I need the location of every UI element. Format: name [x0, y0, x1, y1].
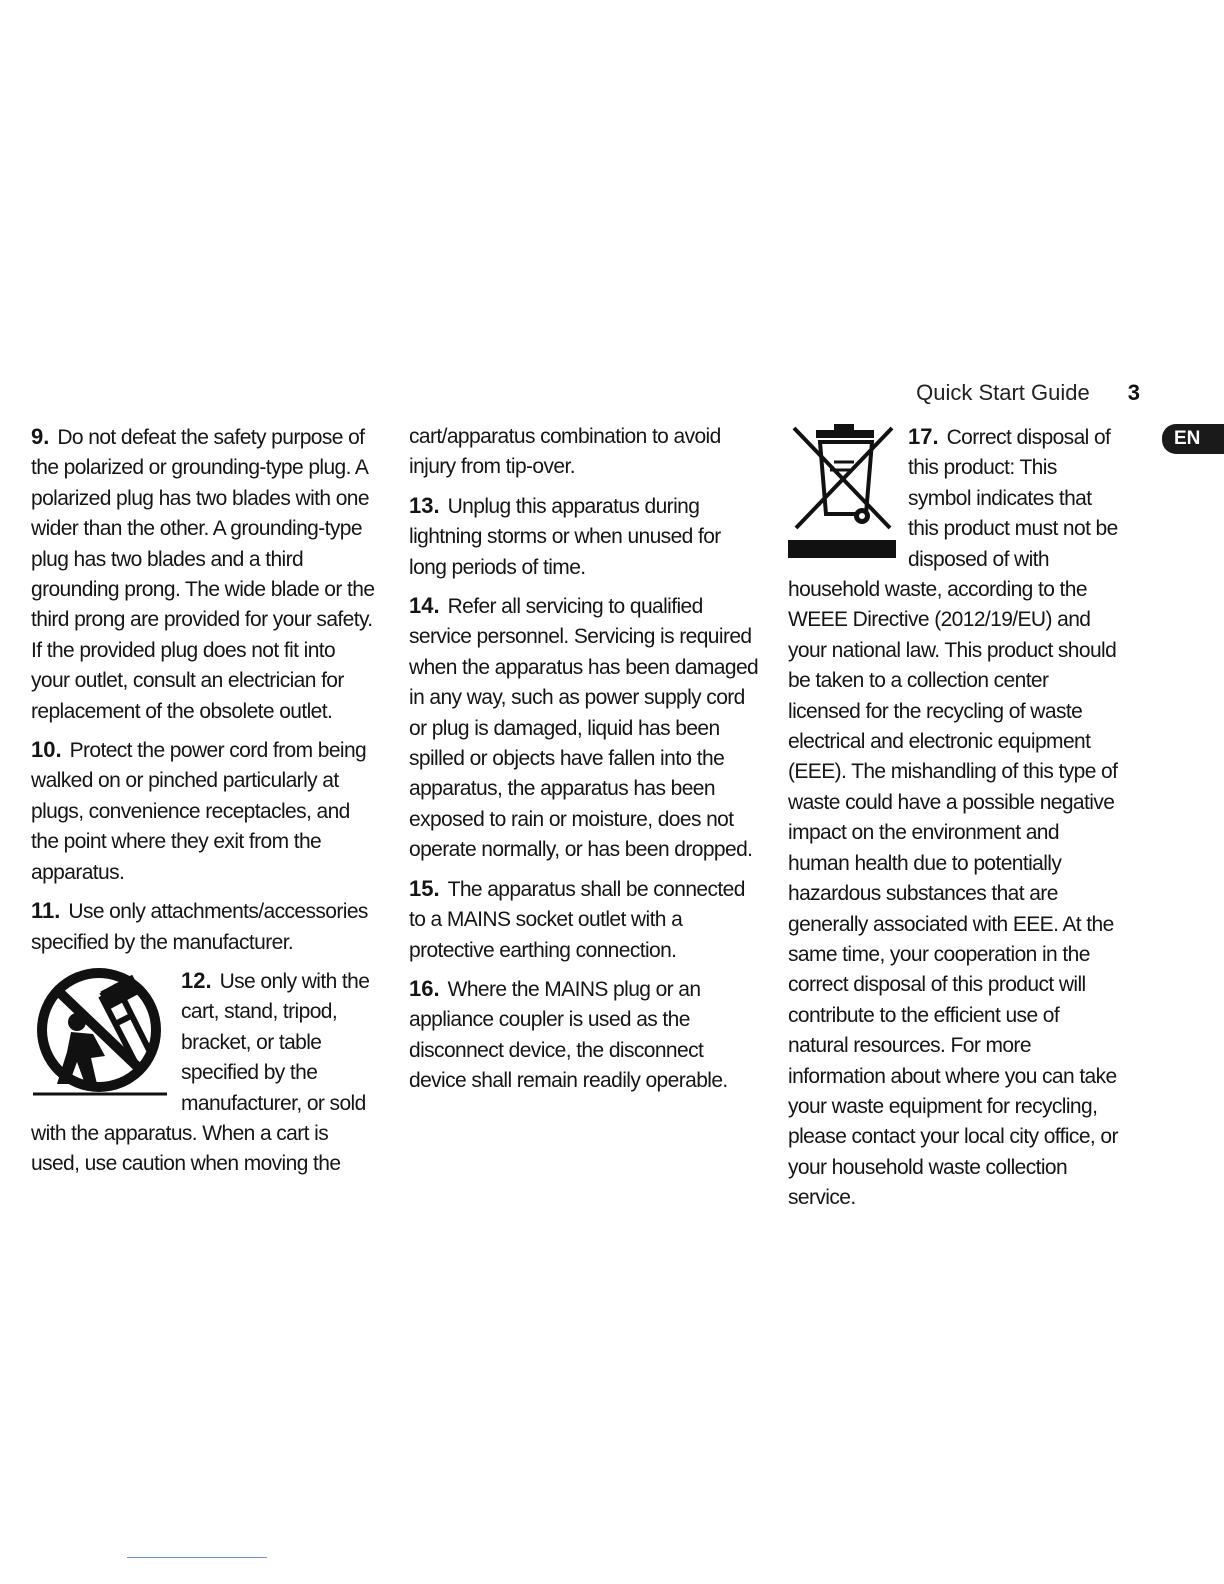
item-text: Use only with the cart, stand, tripod, bracket, or table specified by the manufacturer, or sold with the apparatus. When a cart is used, use caution when moving the — [31, 969, 370, 1176]
page-header — [900, 380, 1140, 410]
item-10 — [31, 735, 376, 888]
guide-title: Quick Start Guide — [916, 380, 1090, 405]
item-number: 17. — [908, 424, 939, 449]
crossed-out-wheelie-bin-icon — [788, 422, 898, 560]
item-text: Unplug this apparatus during lightning storms or when unused for long periods of time. — [409, 494, 721, 579]
footer-divider — [127, 1557, 267, 1558]
item-number: 15. — [409, 875, 440, 901]
item-14 — [409, 591, 759, 866]
item-12-continued — [409, 422, 759, 483]
item-number: 12. — [181, 967, 212, 993]
item-text: Correct disposal of this product: This symbol indicates that this product must not be disposed of with household waste, according to the WEEE Directive (2012/19/EU) and your national law. This product should be taken to a collection center licensed for the recycling of waste electrical and electronic equipment (EEE). The mishandling of this type of waste could have a possible negative impact on the environment and human health due to potentially hazardous substances that are generally associated with EEE. At the same time, your cooperation in the correct disposal of this product will contribute to the efficient use of natural resources. For more information about where you can take your waste equipment for recycling, please contact your local city office, or your household waste collection service. — [788, 426, 1118, 1210]
item-number: 16. — [409, 975, 440, 1001]
item-text: Refer all servicing to qualified service personnel. Servicing is required when the apparatus has been damaged in any way, such as power supply cord or plug is damaged, liquid has been spilled or objects have fallen into the apparatus, the apparatus has been exposed to rain or moisture, does not operate normally, or has been dropped. — [409, 595, 759, 862]
item-text: Protect the power cord from being walked on or pinched particularly at plugs, convenience receptacles, and the point where they exit from the apparatus. — [31, 739, 367, 884]
item-number: 13. — [409, 492, 440, 518]
item-9 — [31, 422, 376, 727]
column-1 — [31, 422, 376, 1180]
item-16 — [409, 974, 759, 1097]
item-text: The apparatus shall be connected to a MAINS socket outlet with a protective earthing connection. — [409, 877, 745, 962]
cart-tip-over-warning-icon — [31, 966, 171, 1106]
page-number: 3 — [1127, 380, 1140, 405]
item-number: 14. — [409, 593, 440, 619]
item-text: Where the MAINS plug or an appliance coupler is used as the disconnect device, the disconnect device shall remain readily operable. — [409, 977, 728, 1093]
item-number: 9. — [31, 424, 50, 449]
item-11 — [31, 896, 376, 958]
column-2 — [409, 422, 759, 1105]
item-number: 10. — [31, 737, 62, 763]
column-3 — [788, 422, 1123, 1214]
language-tab: EN — [1162, 424, 1224, 454]
item-text: Do not defeat the safety purpose of the polarized or grounding-type plug. A polarized plug has two blades with one wider than the other. A grounding-type plug has two blades and a third grounding prong. The wide blade or the third prong are provided for your safety. If the provided plug does not fit into your outlet, consult an electrician for replacement of the obsolete outlet. — [31, 426, 375, 723]
item-text: cart/apparatus combination to avoid injury from tip-over. — [409, 425, 721, 479]
item-13 — [409, 491, 759, 583]
item-17 — [788, 422, 1123, 1214]
item-15 — [409, 874, 759, 966]
item-text: Use only attachments/accessories specified by the manufacturer. — [31, 900, 368, 954]
item-number: 11. — [31, 898, 61, 924]
item-12 — [31, 966, 376, 1180]
